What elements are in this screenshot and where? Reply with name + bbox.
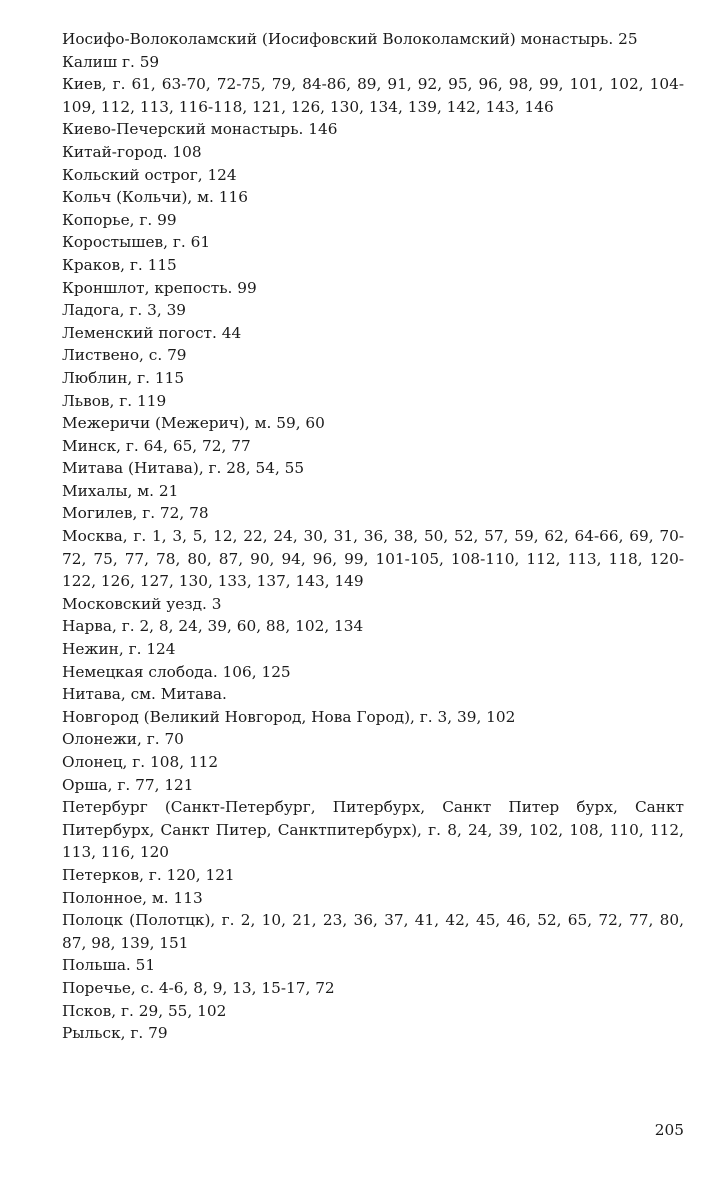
index-entry: Митава (Нитава), г. 28, 54, 55 <box>62 459 305 478</box>
index-entry: Нежин, г. 124 <box>62 640 176 659</box>
index-entry: Петербург (Санкт-Петербург, Питербурх, Санкт Питер бурх, Санкт Питербурх, Санкт Питер, Санктпитербурх), г. 8, 24, 39, 102, 108, 110, 112, 113, 116, 120 <box>62 798 684 862</box>
index-text-block <box>62 28 684 1045</box>
index-entry: Олонец, г. 108, 112 <box>62 753 219 771</box>
index-entry: Михалы, м. 21 <box>62 481 179 500</box>
index-entry: Краков, г. 115 <box>62 255 177 274</box>
index-entry: Немецкая слобода. 106, 125 <box>62 662 291 681</box>
index-entry: Львов, г. 119 <box>62 391 167 410</box>
index-entry: Орша, г. 77, 121 <box>62 775 194 794</box>
index-entry: Межеричи (Межерич), м. 59, 60 <box>62 414 325 433</box>
index-entry: Московский уезд. 3 <box>62 594 222 613</box>
index-entry: Новгород (Великий Новгород, Нова Город), г. 3, 39, 102 <box>62 707 516 726</box>
index-entry: Псков, г. 29, 55, 102 <box>62 1001 227 1020</box>
index-entry: Поречье, с. 4-6, 8, 9, 13, 15-17, 72 <box>62 978 335 997</box>
index-entry: Коростышев, г. 61 <box>62 233 211 252</box>
index-entry: Петерков, г. 120, 121 <box>62 865 235 884</box>
index-entry: Полоцк (Полотцк), г. 2, 10, 21, 23, 36, 37, 41, 42, 45, 46, 52, 65, 72, 77, 80, 87, 98, 139, 151 <box>62 911 684 952</box>
index-entry: Люблин, г. 115 <box>62 368 185 387</box>
index-entry: Листвено, с. 79 <box>62 346 187 365</box>
index-entry: Кроншлот, крепость. 99 <box>62 278 257 297</box>
index-entry: Польша. 51 <box>62 956 156 975</box>
index-entry: Олонежи, г. 70 <box>62 730 184 749</box>
index-entry: Нарва, г. 2, 8, 24, 39, 60, 88, 102, 134 <box>62 617 364 636</box>
index-entry: Киево-Печерский монастырь. 146 <box>62 120 338 139</box>
index-entry: Полонное, м. 113 <box>62 888 203 907</box>
index-entry: Иосифо-Волоколамский (Иосифовский Волоколамский) монастырь. 25 <box>62 30 638 48</box>
index-entry: Могилев, г. 72, 78 <box>62 504 209 523</box>
index-entry: Киев, г. 61, 63-70, 72-75, 79, 84-86, 89, 91, 92, 95, 96, 98, 99, 101, 102, 104-109, 112, 113, 116-118, 121, 126, 130, 134, 139, 142, 143, 146 <box>62 75 684 116</box>
page-number: 205 <box>654 1121 684 1139</box>
index-entry: Минск, г. 64, 65, 72, 77 <box>62 436 251 455</box>
index-entry: Кольч (Кольчи), м. 116 <box>62 188 248 207</box>
index-entry: Калиш г. 59 <box>62 52 160 71</box>
index-entry: Нитава, см. Митава. <box>62 685 227 704</box>
index-entry: Копорье, г. 99 <box>62 210 177 229</box>
index-entry: Леменский погост. 44 <box>62 323 242 342</box>
index-entry: Кольский острог, 124 <box>62 165 237 184</box>
index-entry: Москва, г. 1, 3, 5, 12, 22, 24, 30, 31, 36, 38, 50, 52, 57, 59, 62, 64-66, 69, 70-72, 75, 77, 78, 80, 87, 90, 94, 96, 99, 101-105, 108-110, 112, 113, 118, 120-122, 126, 127, 130, 133, 137, 143, 149 <box>62 527 684 591</box>
index-entry: Ладога, г. 3, 39 <box>62 301 187 320</box>
index-entry: Рыльск, г. 79 <box>62 1024 168 1043</box>
index-entry: Китай-город. 108 <box>62 142 202 161</box>
